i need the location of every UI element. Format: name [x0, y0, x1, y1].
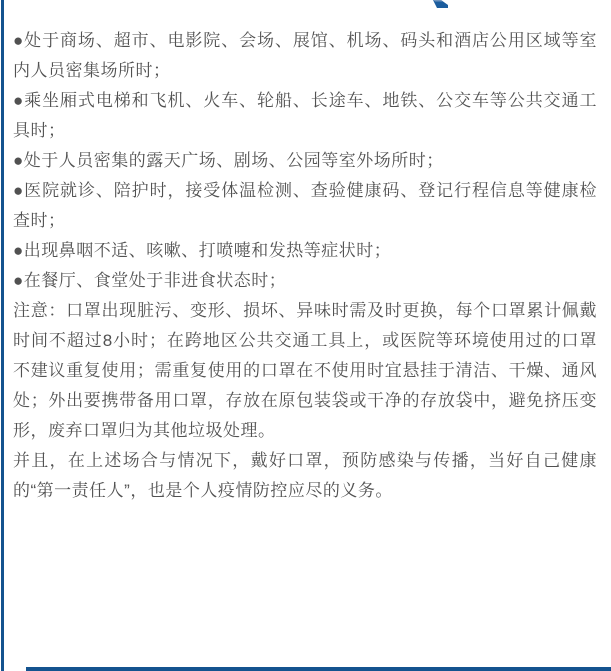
bottom-edge-rule	[26, 667, 611, 671]
bullet-item-indoor-crowded: ●处于商场、超市、电影院、会场、展馆、机场、码头和酒店公用区域等室内人员密集场所时；	[13, 31, 597, 80]
bullet-item-outdoor-crowded: ●处于人员密集的露天广场、剧场、公园等室外场所时；	[13, 151, 444, 170]
bullet-item-public-transport: ●乘坐厢式电梯和飞机、火车、轮船、长途车、地铁、公交车等公共交通工具时；	[13, 91, 597, 140]
closing-paragraph: 并且，在上述场合与情况下，戴好口罩，预防感染与传播，当好自己健康的“第一责任人”，也是个人疫情防控应尽的义务。	[13, 451, 597, 500]
note-paragraph: 注意：口罩出现脏污、变形、损坏、异味时需及时更换，每个口罩累计佩戴时间不超过8小时；在跨地区公共交通工具上，或医院等环境使用过的口罩不建议重复使用；需重复使用的口罩在不使用时宜悬挂于清洁、干燥、通风处；外出要携带备用口罩，存放在原包装袋或干净的存放袋中，避免挤压变形，废弃口罩归为其他垃圾处理。	[13, 301, 597, 440]
bullet-item-hospital-checks: ●医院就诊、陪护时，接受体温检测、查验健康码、登记行程信息等健康检查时；	[13, 181, 597, 230]
bullet-item-dining-hall: ●在餐厅、食堂处于非进食状态时；	[13, 271, 287, 290]
bullet-item-symptoms: ●出现鼻咽不适、咳嗽、打喷嚏和发热等症状时；	[13, 241, 392, 260]
